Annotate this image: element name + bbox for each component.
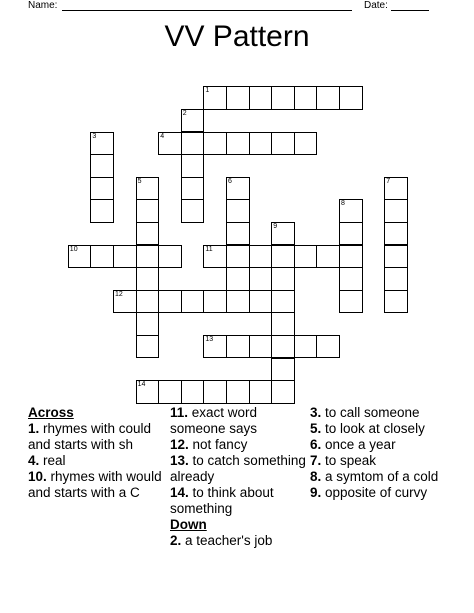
grid-cell[interactable]	[90, 132, 114, 156]
clue-number: 3.	[310, 405, 322, 420]
grid-cell[interactable]	[181, 177, 205, 201]
clue-number: 12.	[170, 437, 189, 452]
clue-item	[310, 421, 460, 437]
grid-cell[interactable]	[226, 177, 250, 201]
clue-number: 14.	[170, 485, 189, 500]
grid-cell[interactable]	[294, 132, 318, 156]
clues-column-1	[28, 405, 168, 501]
clue-text: to call someone	[321, 405, 420, 420]
grid-cell[interactable]	[271, 132, 295, 156]
grid-cell[interactable]	[181, 132, 205, 156]
grid-cell[interactable]	[158, 245, 182, 269]
grid-cell[interactable]	[90, 154, 114, 178]
grid-cell[interactable]	[249, 290, 273, 314]
grid-cell[interactable]	[113, 290, 137, 314]
grid-cell[interactable]	[136, 267, 160, 291]
clue-item	[310, 437, 460, 453]
clue-item	[170, 437, 310, 453]
cell-number: 7	[386, 177, 391, 185]
grid-cell[interactable]	[294, 245, 318, 269]
clue-item	[170, 485, 310, 517]
grid-cell[interactable]	[90, 245, 114, 269]
grid-cell[interactable]	[249, 86, 273, 110]
clue-item	[310, 485, 460, 501]
page-title: VV Pattern	[164, 20, 310, 53]
grid-cell[interactable]	[271, 335, 295, 359]
clue-section-heading: Across	[28, 405, 74, 420]
grid-cell[interactable]	[90, 199, 114, 223]
grid-cell[interactable]	[384, 267, 408, 291]
grid-cell[interactable]	[294, 86, 318, 110]
clue-text: to think about something	[170, 485, 274, 516]
grid-cell[interactable]	[271, 358, 295, 382]
grid-cell[interactable]	[271, 290, 295, 314]
clue-text: not fancy	[188, 437, 248, 452]
grid-cell[interactable]	[384, 199, 408, 223]
grid-cell[interactable]	[271, 312, 295, 336]
clue-number: 10.	[28, 469, 47, 484]
grid-cell[interactable]	[203, 86, 227, 110]
grid-cell[interactable]	[339, 267, 363, 291]
clue-text: a symtom of a cold	[321, 469, 439, 484]
grid-cell[interactable]	[181, 109, 205, 133]
grid-cell[interactable]	[226, 380, 250, 404]
clue-item	[310, 453, 460, 469]
clue-text: to look at closely	[321, 421, 425, 436]
grid-cell[interactable]	[271, 86, 295, 110]
grid-cell[interactable]	[271, 267, 295, 291]
grid-cell[interactable]	[384, 177, 408, 201]
grid-cell[interactable]	[136, 222, 160, 246]
grid-cell[interactable]	[339, 290, 363, 314]
grid-cell[interactable]	[181, 154, 205, 178]
cell-number: 12	[115, 290, 123, 298]
grid-cell[interactable]	[226, 267, 250, 291]
name-label: Name:	[28, 0, 58, 11]
grid-cell[interactable]	[136, 312, 160, 336]
clue-item	[310, 405, 460, 421]
grid-cell[interactable]	[271, 222, 295, 246]
cell-number: 1	[205, 87, 210, 95]
grid-cell[interactable]	[339, 245, 363, 269]
grid-cell[interactable]	[316, 335, 340, 359]
grid-cell[interactable]	[158, 290, 182, 314]
clue-item	[28, 421, 168, 453]
cell-number: 3	[92, 132, 97, 140]
grid-cell[interactable]	[271, 380, 295, 404]
grid-cell[interactable]	[249, 380, 273, 404]
clue-number: 2.	[170, 533, 182, 548]
cell-number: 4	[160, 132, 165, 140]
clue-item	[310, 469, 460, 485]
grid-cell[interactable]	[68, 245, 92, 269]
clue-item	[170, 405, 310, 437]
clue-text: a teacher's job	[181, 533, 273, 548]
cell-number: 13	[205, 335, 214, 343]
clue-number: 13.	[170, 453, 189, 468]
grid-cell[interactable]	[384, 245, 408, 269]
clue-number: 7.	[310, 453, 322, 468]
clues-column-2	[170, 405, 310, 549]
grid-cell[interactable]	[226, 199, 250, 223]
clue-number: 11.	[170, 405, 189, 420]
clue-text: once a year	[321, 437, 396, 452]
grid-cell[interactable]	[90, 177, 114, 201]
grid-cell[interactable]	[226, 245, 250, 269]
grid-cell[interactable]	[294, 335, 318, 359]
grid-cell[interactable]	[136, 380, 160, 404]
clue-number: 6.	[310, 437, 322, 452]
grid-cell[interactable]	[384, 222, 408, 246]
clue-number: 9.	[310, 485, 322, 500]
grid-cell[interactable]	[249, 132, 273, 156]
grid-cell[interactable]	[136, 199, 160, 223]
grid-cell[interactable]	[226, 222, 250, 246]
clue-number: 1.	[28, 421, 40, 436]
grid-cell[interactable]	[271, 245, 295, 269]
clue-text: rhymes with would and starts with a C	[28, 469, 162, 500]
cell-number: 2	[182, 109, 187, 117]
grid-cell[interactable]	[316, 86, 340, 110]
grid-cell[interactable]	[226, 335, 250, 359]
grid-cell[interactable]	[203, 290, 227, 314]
cell-number: 10	[69, 245, 78, 253]
grid-cell[interactable]	[203, 245, 227, 269]
clue-number: 8.	[310, 469, 322, 484]
clue-number: 5.	[310, 421, 322, 436]
cell-number: 14	[137, 381, 146, 389]
clues-column-3	[310, 405, 460, 501]
grid-cell[interactable]	[203, 132, 227, 156]
grid-cell[interactable]	[316, 245, 340, 269]
grid-cell[interactable]	[113, 245, 137, 269]
clue-item	[170, 453, 310, 485]
clue-text: exact word someone says	[170, 405, 258, 436]
grid-cell[interactable]	[249, 245, 273, 269]
grid-cell[interactable]	[249, 335, 273, 359]
date-label: Date:	[364, 0, 388, 11]
grid-cell[interactable]	[203, 335, 227, 359]
cell-number: 9	[273, 222, 278, 230]
clue-item	[28, 453, 168, 469]
grid-cell[interactable]	[203, 380, 227, 404]
clue-text: rhymes with could and starts with sh	[28, 421, 152, 452]
clue-number: 4.	[28, 453, 40, 468]
clue-item	[170, 533, 310, 549]
clue-text: to speak	[321, 453, 377, 468]
cell-number: 8	[341, 200, 345, 208]
clue-item	[28, 469, 168, 501]
clue-section-heading: Down	[170, 517, 207, 532]
grid-cell[interactable]	[136, 177, 160, 201]
grid-cell[interactable]	[181, 380, 205, 404]
cell-number: 5	[137, 177, 142, 185]
cell-number: 11	[205, 245, 213, 253]
grid-cell[interactable]	[136, 335, 160, 359]
grid-cell[interactable]	[226, 290, 250, 314]
grid-cell[interactable]	[158, 380, 182, 404]
cell-number: 6	[228, 177, 232, 185]
grid-cell[interactable]	[339, 222, 363, 246]
clue-text: to catch something already	[170, 453, 306, 484]
grid-cell[interactable]	[384, 290, 408, 314]
grid-cell[interactable]	[339, 199, 363, 223]
grid-cell[interactable]	[158, 132, 182, 156]
grid-cell[interactable]	[226, 132, 250, 156]
grid-cell[interactable]	[181, 199, 205, 223]
grid-cell[interactable]	[181, 290, 205, 314]
clue-text: opposite of curvy	[321, 485, 428, 500]
clue-text: real	[39, 453, 66, 468]
grid-cell[interactable]	[136, 290, 160, 314]
grid-cell[interactable]	[226, 86, 250, 110]
grid-cell[interactable]	[339, 86, 363, 110]
grid-cell[interactable]	[136, 245, 160, 269]
